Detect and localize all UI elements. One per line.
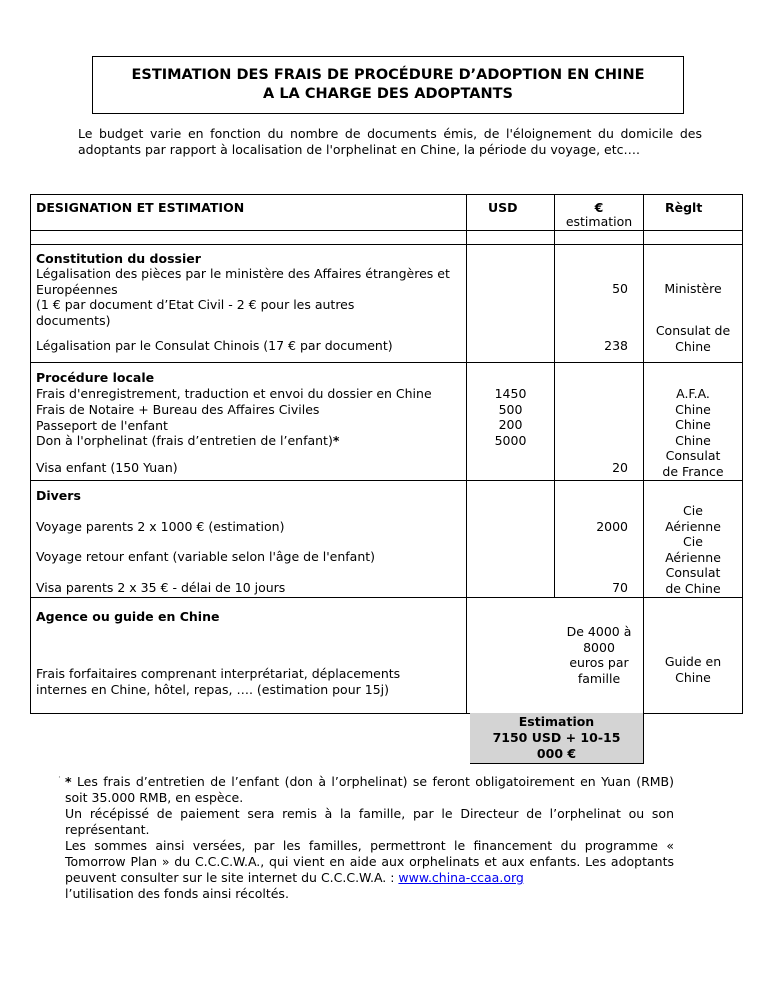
page-title-line2: A LA CHARGE DES ADOPTANTS (263, 86, 513, 102)
row-enregistrement: Frais d'enregistrement, traduction et envoi du dossier en Chine (36, 386, 432, 401)
row-visa-enfant: Visa enfant (150 Yuan) (36, 460, 178, 475)
row-passeport: Passeport de l'enfant (36, 418, 168, 433)
value-eur-voyage: 2000 (596, 519, 628, 534)
header-usd: USD (488, 200, 518, 215)
value-eur-visa-enfant: 20 (612, 460, 628, 475)
row-voyage-parents: Voyage parents 2 x 1000 € (estimation) (36, 519, 285, 534)
notes-block (65, 774, 674, 902)
reglt-divers: Cie Aérienne Cie Aérienne Consulat de Chine (665, 503, 721, 596)
title-box (92, 56, 684, 114)
notes-bullet: · (58, 773, 61, 783)
reglt-ministere: Ministère (664, 281, 722, 296)
header-eur-sub: estimation (565, 214, 633, 229)
value-eur-consulat: 238 (604, 338, 628, 353)
section-title-divers: Divers (36, 488, 81, 503)
section-title-procedure: Procédure locale (36, 370, 155, 385)
note-tomorrow-plan: Les sommes ainsi versées, par les familles, permettront le financement du programme « Tomorrow Plan » du C.C.C.W.A., qui vient en aide aux orphelinats et aux enfants. Les adoptants peuvent consulter sur le site internet du C.C.C.W.A. : www.china-ccaa.org l’utilisation des fonds ainsi récoltés. (65, 838, 674, 901)
reglt-agence: Guide en Chine (664, 654, 722, 685)
header-reglt: Règlt (665, 200, 703, 215)
row-visa-parents: Visa parents 2 x 35 € - délai de 10 jours (36, 580, 286, 595)
row-voyage-retour: Voyage retour enfant (variable selon l'âge de l'enfant) (36, 549, 376, 564)
note-entretien: * Les frais d’entretien de l’enfant (don à l’orphelinat) se feront obligatoirement en Yuan (RMB) soit 35.000 RMB, en espèce. (65, 774, 674, 805)
header-designation: DESIGNATION ET ESTIMATION (36, 200, 245, 215)
row-frais-forfaitaires: Frais forfaitaires comprenant interprétariat, déplacements internes en Chine, hôtel, repas, …. (estimation pour 15j) (36, 666, 401, 697)
ccaa-link[interactable]: www.china-ccaa.org (398, 870, 524, 885)
row-don-orphelinat: Don à l'orphelinat (frais d’entretien de l’enfant)* (36, 433, 340, 448)
value-eur-agence: De 4000 à 8000 euros par famille (566, 624, 632, 686)
header-eur: € (594, 200, 604, 215)
row-legalisation-consulat: Légalisation par le Consulat Chinois (17 € par document) (36, 338, 393, 353)
reglt-procedure: A.F.A. Chine Chine Chine Consulat de France (662, 386, 724, 479)
estimation-total: Estimation 7150 USD + 10-15 000 € (470, 713, 644, 764)
value-eur-visa-parents: 70 (612, 580, 628, 595)
row-notaire: Frais de Notaire + Bureau des Affaires Civiles (36, 402, 320, 417)
row-legalisation-ministere: Légalisation des pièces par le ministère des Affaires étrangères et Européennes (1 € par document d’Etat Civil - 2 € pour les autres documents) (36, 266, 450, 328)
reglt-consulat-chine: Consulat de Chine (655, 323, 731, 354)
section-title-dossier: Constitution du dossier (36, 251, 201, 266)
section-title-agence: Agence ou guide en Chine (36, 609, 220, 624)
value-eur-ministere: 50 (612, 281, 628, 296)
values-usd-procedure: 1450 500 200 5000 (494, 386, 527, 448)
intro-paragraph: Le budget varie en fonction du nombre de documents émis, de l'éloignement du domicile des adoptants par rapport à localisation de l'orphelinat en Chine, la période du voyage, etc…. (78, 126, 702, 157)
note-recepisse: Un récépissé de paiement sera remis à la famille, par le Directeur de l’orphelinat ou son représentant. (65, 806, 674, 837)
page-title-line1: ESTIMATION DES FRAIS DE PROCÉDURE D’ADOPTION EN CHINE (131, 67, 645, 83)
